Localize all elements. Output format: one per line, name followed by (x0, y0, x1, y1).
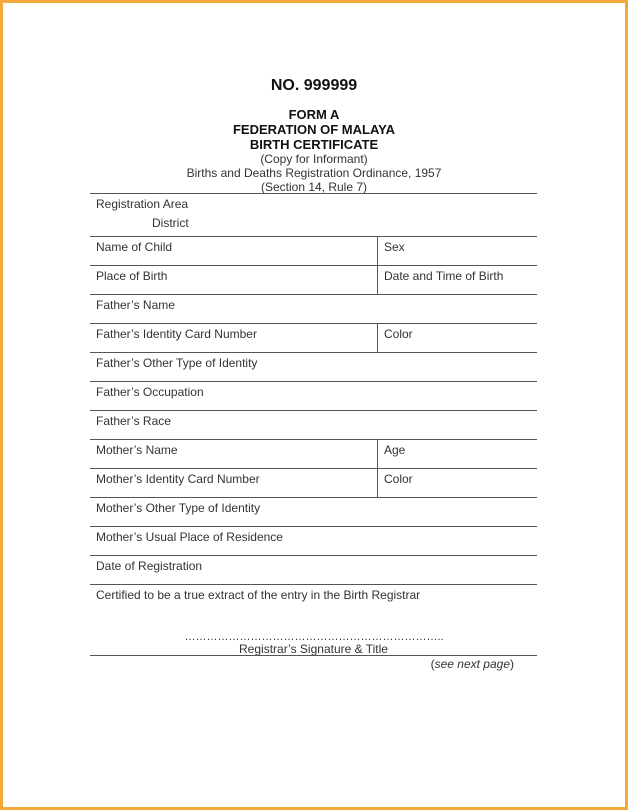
row-fathers-race (90, 411, 537, 440)
label-mothers-ic: Mother’s Identity Card Number (96, 472, 260, 486)
row-place-of-birth (90, 266, 537, 295)
label-fathers-ic: Father’s Identity Card Number (96, 327, 257, 341)
see-next-page-note (431, 657, 514, 671)
document-title: BIRTH CERTIFICATE (249, 137, 379, 152)
certificate-number: NO. 999999 (270, 77, 358, 94)
cell-sex (377, 237, 537, 265)
signature-rule (90, 655, 537, 656)
row-name-of-child (90, 237, 537, 266)
row-registration-area (90, 194, 537, 237)
label-place-of-birth: Place of Birth (96, 269, 168, 283)
row-mothers-residence (90, 527, 537, 556)
row-fathers-other-id (90, 353, 537, 382)
paren-close: ) (510, 657, 514, 671)
label-fathers-color: Color (384, 327, 413, 341)
label-date-registration: Date of Registration (96, 559, 203, 573)
label-registration-area: Registration Area (96, 197, 189, 211)
label-fathers-other-id: Father’s Other Type of Identity (96, 356, 258, 370)
label-certified: Certified to be a true extract of the entry in the Birth Registrar (96, 588, 421, 602)
label-fathers-race: Father’s Race (96, 414, 171, 428)
label-mothers-residence: Mother’s Usual Place of Residence (96, 530, 283, 544)
row-fathers-ic (90, 324, 537, 353)
paren-open: ( (430, 657, 435, 671)
label-name-of-child: Name of Child (96, 240, 173, 254)
copy-note: (Copy for Informant) (260, 152, 368, 166)
ordinance-line: Births and Deaths Registration Ordinance, 1957 (186, 166, 442, 180)
cell-date-time-birth (377, 266, 537, 294)
row-mothers-ic (90, 469, 537, 498)
see-next-page-text: see next page (434, 657, 510, 671)
label-fathers-occupation: Father’s Occupation (96, 385, 204, 399)
row-fathers-name (90, 295, 537, 324)
form-label: FORM A (288, 107, 340, 122)
row-date-registration (90, 556, 537, 585)
federation-label: FEDERATION OF MALAYA (232, 122, 396, 137)
signature-label: Registrar’s Signature & Title (239, 642, 388, 656)
label-sex: Sex (384, 240, 405, 254)
label-district: District (152, 216, 189, 230)
signature-dotted-line: …………………………………………………………….. (184, 631, 444, 643)
cell-mothers-color (377, 469, 537, 497)
cell-fathers-color (377, 324, 537, 352)
label-mothers-age: Age (384, 443, 406, 457)
row-mothers-name (90, 440, 537, 469)
label-mothers-other-id: Mother’s Other Type of Identity (96, 501, 261, 515)
label-fathers-name: Father’s Name (96, 298, 175, 312)
label-date-time-birth: Date and Time of Birth (384, 269, 504, 283)
label-mothers-name: Mother’s Name (96, 443, 178, 457)
section-line: (Section 14, Rule 7) (260, 180, 368, 194)
cell-mothers-age (377, 440, 537, 468)
certificate-form (90, 193, 537, 655)
row-fathers-occupation (90, 382, 537, 411)
label-mothers-color: Color (384, 472, 413, 486)
row-mothers-other-id (90, 498, 537, 527)
